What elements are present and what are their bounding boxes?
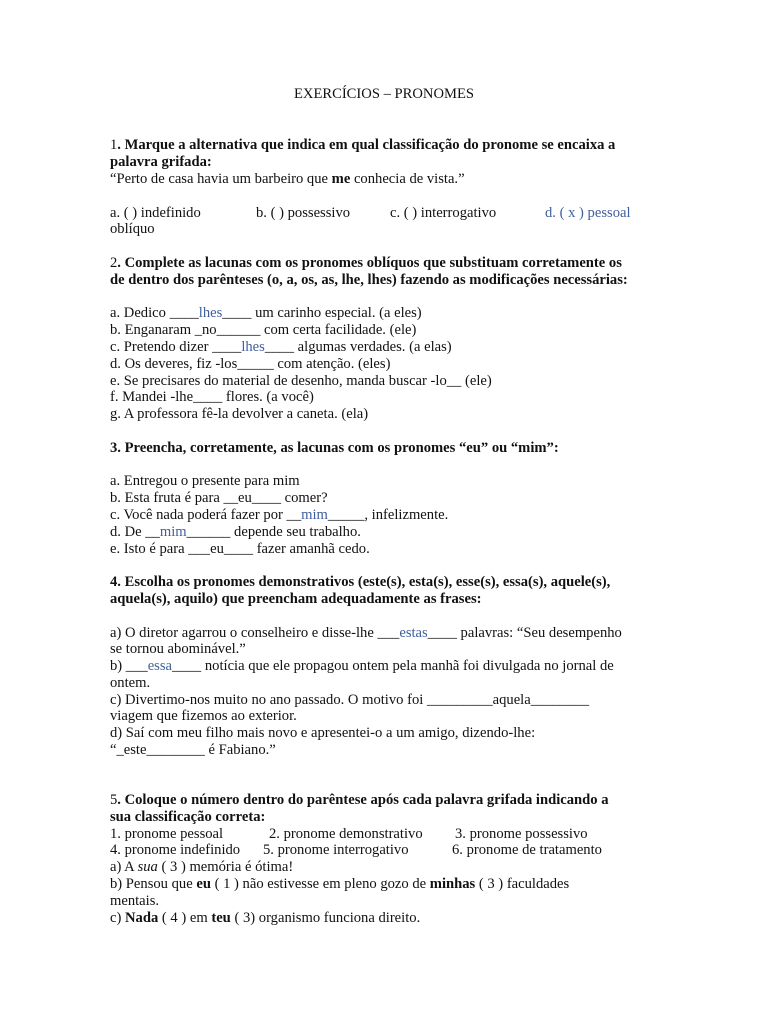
q3-item-e: e. Isto é para ___eu____ fazer amanhã cedo. — [110, 541, 370, 557]
q4-item-c-cont: viagem que fizemos ao exterior. — [110, 708, 297, 724]
q2-a-pre: a. Dedico ____ — [110, 305, 199, 321]
q1-option-a: a. ( ) indefinido — [110, 205, 201, 221]
q5-item-a — [110, 859, 293, 876]
q1-quote-pre: “Perto de casa havia um barbeiro que — [110, 171, 332, 187]
q4-a-post: ____ palavras: “Seu desempenho — [427, 625, 622, 641]
q1-option-d: d. ( x ) pessoal — [545, 205, 631, 221]
q3-item-d — [110, 524, 361, 541]
q5-item-c — [110, 910, 420, 927]
q4-a-answer: estas — [399, 625, 428, 641]
q5-c-highlight-2: teu — [211, 910, 231, 926]
q2-a-answer: lhes — [198, 305, 223, 321]
q4-item-a — [110, 625, 622, 642]
q5-b-pre: b) Pensou que — [110, 876, 197, 892]
q2-c-answer: lhes — [241, 339, 265, 355]
q4-prompt-line1: 4. Escolha os pronomes demonstrativos (este(s), esta(s), esse(s), essa(s), aquele(s), — [110, 574, 611, 590]
q3-item-b: b. Esta fruta é para __eu____ comer? — [110, 490, 328, 506]
q4-item-b-cont: ontem. — [110, 675, 151, 691]
q4-b-answer: essa — [147, 658, 173, 674]
q4-item-c: c) Divertimo-nos muito no ano passado. O motivo foi _________aquela________ — [110, 692, 590, 708]
q5-c-post: ( 3) organismo funciona direito. — [230, 910, 421, 926]
q2-item-d: d. Os deveres, fiz -los_____ com atenção. (eles) — [110, 356, 391, 372]
q2-item-c — [110, 339, 452, 356]
q2-c-post: ____ algumas verdades. (a elas) — [264, 339, 452, 355]
q1-option-c: c. ( ) interrogativo — [390, 205, 497, 221]
q1-number: 1 — [110, 137, 118, 153]
q1-prompt-line1 — [110, 137, 615, 154]
q1-quote — [110, 171, 465, 188]
q4-item-d: d) Saí com meu filho mais novo e apresentei-o a um amigo, dizendo-lhe: — [110, 725, 536, 741]
q2-a-post: ____ um carinho especial. (a eles) — [222, 305, 422, 321]
q3-prompt: 3. Preencha, corretamente, as lacunas com os pronomes “eu” ou “mim”: — [110, 440, 559, 456]
q5-prompt-text: . Coloque o número dentro do parêntese após cada palavra grifada indicando a — [117, 792, 609, 808]
q1-prompt-line2: palavra grifada: — [110, 154, 212, 170]
q3-item-c — [110, 507, 448, 524]
q5-a-highlight: sua — [137, 859, 158, 875]
q5-b-mid: ( 1 ) não estivesse em pleno gozo de — [210, 876, 430, 892]
q2-item-a — [110, 305, 422, 322]
q4-prompt-line2: aquela(s), aquilo) que preencham adequadamente as frases: — [110, 591, 482, 607]
q5-b-highlight-2: minhas — [429, 876, 476, 892]
q3-c-post: _____, infelizmente. — [327, 507, 449, 523]
q1-option-d-cont: oblíquo — [110, 221, 155, 237]
q5-legend-1: 1. pronome pessoal — [110, 826, 224, 842]
q1-quote-post: conhecia de vista.” — [350, 171, 465, 187]
q5-legend-6: 6. pronome de tratamento — [452, 842, 602, 858]
q5-prompt-line1 — [110, 792, 609, 809]
q2-item-f: f. Mandei -lhe____ flores. (a você) — [110, 389, 314, 405]
q1-option-b: b. ( ) possessivo — [256, 205, 351, 221]
q2-c-pre: c. Pretendo dizer ____ — [110, 339, 242, 355]
q5-legend-2: 2. pronome demonstrativo — [269, 826, 423, 842]
q1-prompt-text: . Marque a alternativa que indica em qual classificação do pronome se encaixa a — [117, 137, 616, 153]
q2-number: 2 — [110, 255, 118, 271]
q5-a-pre: a) A — [110, 859, 138, 875]
q2-item-b: b. Enganaram _no______ com certa facilidade. (ele) — [110, 322, 417, 338]
q2-item-e: e. Se precisares do material de desenho, manda buscar -lo__ (ele) — [110, 373, 492, 389]
q3-d-post: ______ depende seu trabalho. — [186, 524, 361, 540]
q5-legend-5: 5. pronome interrogativo — [263, 842, 409, 858]
q5-prompt-line2: sua classificação correta: — [110, 809, 266, 825]
q4-item-d-cont: “_este________ é Fabiano.” — [110, 742, 276, 758]
q3-d-pre: d. De __ — [110, 524, 160, 540]
q5-legend-4: 4. pronome indefinido — [110, 842, 241, 858]
q5-b-highlight-1: eu — [196, 876, 211, 892]
q5-b-post: ( 3 ) faculdades — [475, 876, 570, 892]
page-title: EXERCÍCIOS – PRONOMES — [293, 86, 474, 102]
q5-c-highlight-1: Nada — [125, 910, 159, 926]
q4-item-a-cont: se tornou abominável.” — [110, 641, 246, 657]
q5-c-mid: ( 4 ) em — [158, 910, 212, 926]
q3-c-answer: mim — [301, 507, 328, 523]
q3-d-answer: mim — [159, 524, 187, 540]
q4-item-b — [110, 658, 614, 675]
q1-quote-highlight: me — [331, 171, 351, 187]
q3-item-a: a. Entregou o presente para mim — [110, 473, 300, 489]
q4-a-pre: a) O diretor agarrou o conselheiro e disse-lhe ___ — [110, 625, 400, 641]
q2-prompt-line1 — [110, 255, 622, 272]
q5-item-b-cont: mentais. — [110, 893, 160, 909]
q5-a-post: ( 3 ) memória é ótima! — [157, 859, 294, 875]
q2-prompt-text: . Complete as lacunas com os pronomes oblíquos que substituam corretamente os — [117, 255, 622, 271]
q2-item-g: g. A professora fê-la devolver a caneta. (ela) — [110, 406, 369, 422]
q4-b-post: ____ notícia que ele propagou ontem pela manhã foi divulgada no jornal de — [172, 658, 614, 674]
q3-c-pre: c. Você nada poderá fazer por __ — [110, 507, 302, 523]
q5-number: 5 — [110, 792, 118, 808]
q4-b-pre: b) ___ — [110, 658, 148, 674]
q5-c-pre: c) — [110, 910, 125, 926]
q2-prompt-line2: de dentro dos parênteses (o, a, os, as, lhe, lhes) fazendo as modificações necessárias: — [110, 272, 628, 288]
q5-legend-3: 3. pronome possessivo — [455, 826, 588, 842]
q5-item-b — [110, 876, 569, 893]
